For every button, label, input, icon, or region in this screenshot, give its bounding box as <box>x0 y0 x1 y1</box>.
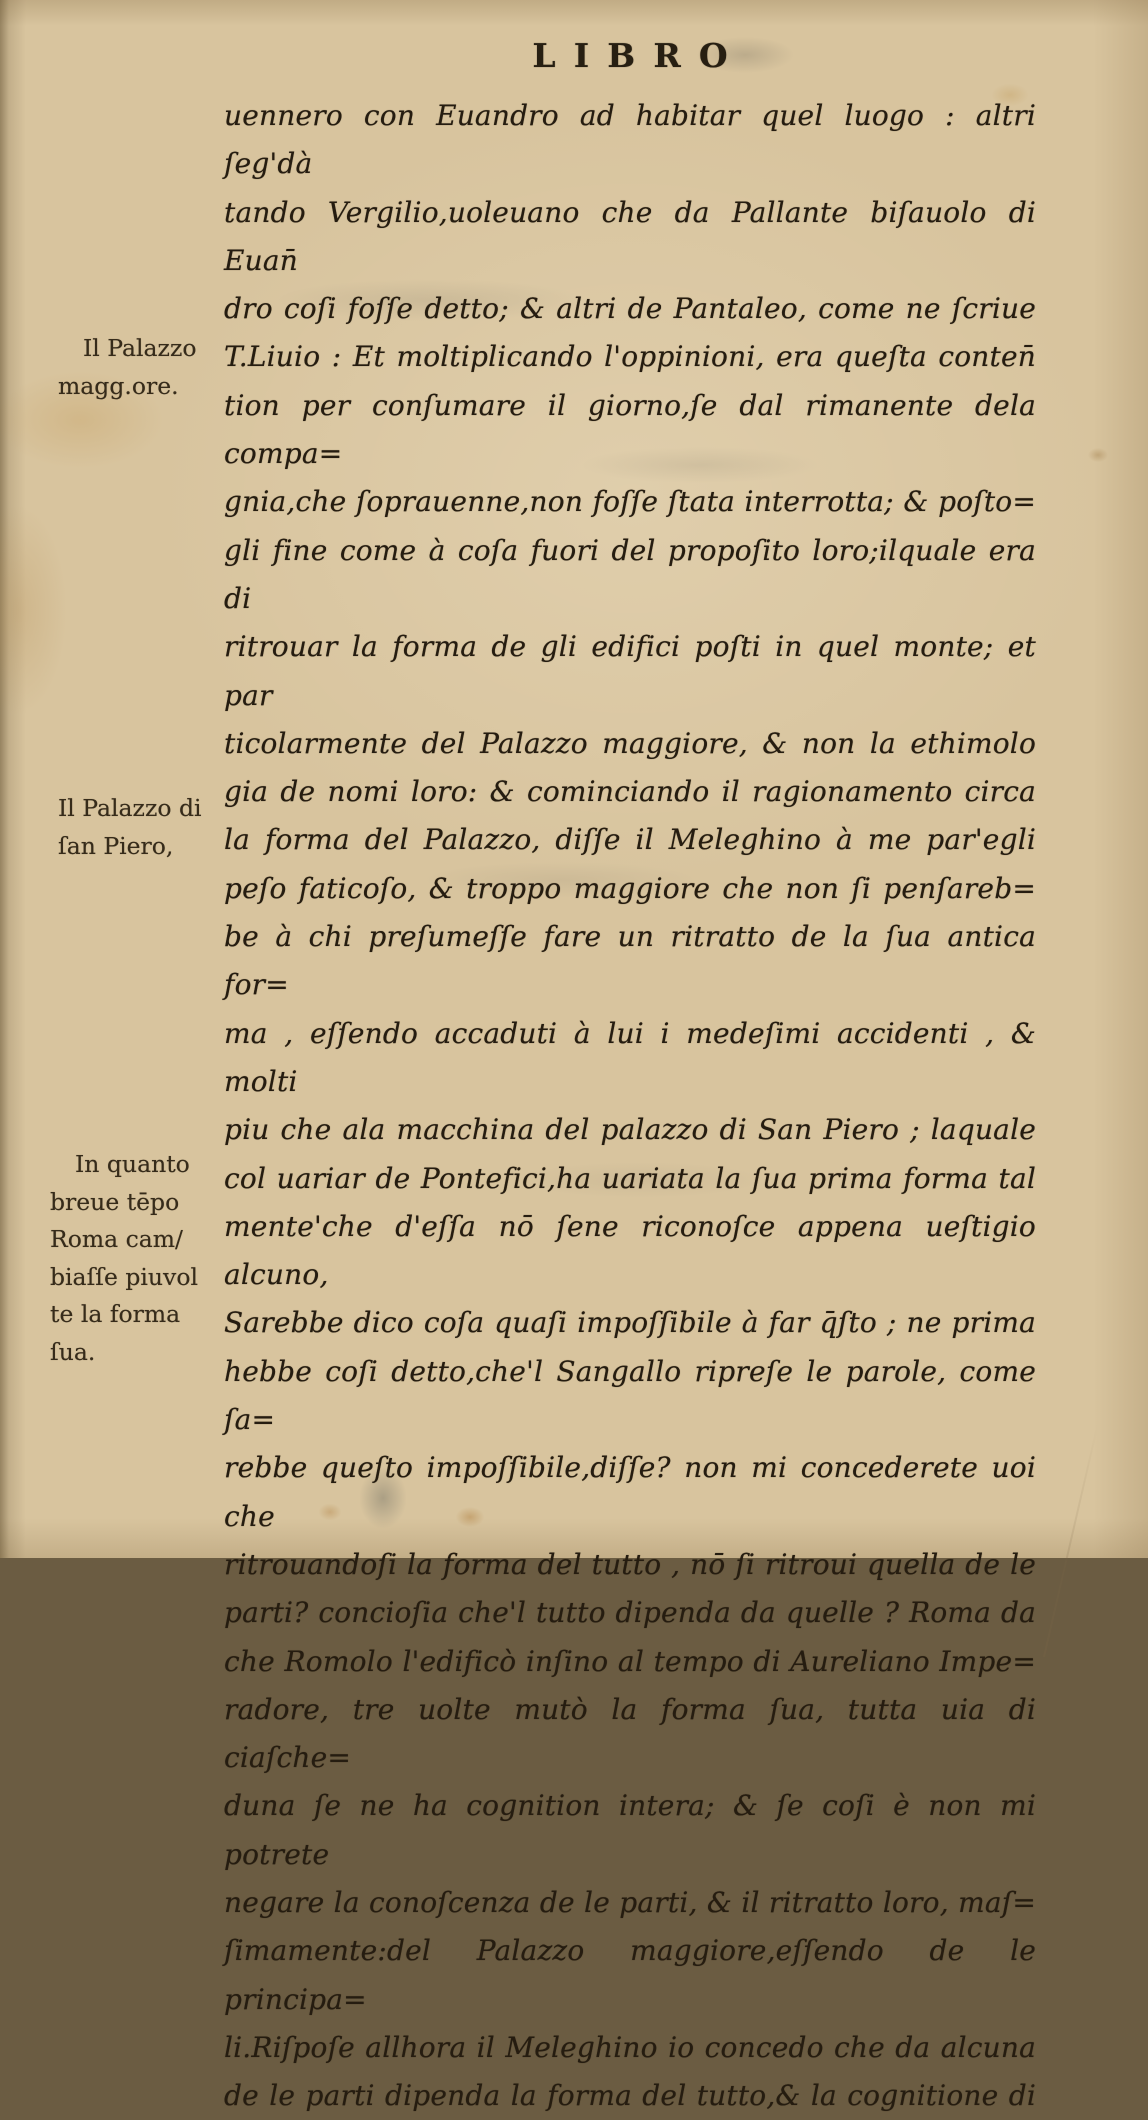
text-line: tando Vergilio,uoleuano che da Pallante biſauolo di Euan̄ <box>224 195 1036 277</box>
margin-note-line: biaſſe piuvol <box>50 1262 198 1291</box>
text-line: ma , eſſendo accaduti à lui i medeſimi accidenti , & molti <box>224 1016 1036 1098</box>
page-fold-crease <box>1043 1423 1099 1657</box>
margin-note-line: Roma cam/ <box>50 1225 183 1253</box>
margin-note-line: ſua. <box>50 1337 96 1366</box>
text-line: mente'che d'eſſa nō ſene riconoſce appena ueſtigio alcuno, <box>224 1209 1036 1292</box>
text-line: ritrouar la forma de gli edifici poſti in quel monte; et par <box>224 630 1036 712</box>
text-line: che Romolo l'edificò inſino al tempo di Aureliano Impe= <box>224 1644 1036 1678</box>
text-line: de le parti dipenda la forma del tutto,& la cognitione di <box>224 2079 1036 2113</box>
text-line: gnia,che ſoprauenne,non foſſe ſtata interrotta; & poſto= <box>224 485 1036 519</box>
margin-note-line: Il Palazzo di <box>58 794 202 822</box>
text-line: li.Riſpoſe allhora il Meleghino io concedo che da alcuna <box>224 2030 1036 2064</box>
text-line: negare la conoſcenza de le parti, & il ritratto loro, maſ= <box>224 1885 1036 1919</box>
text-line: gli fine come à coſa fuori del propoſito loro;ilquale era di <box>224 533 1036 615</box>
text-line: rebbe queſto impoſſibile,diſſe? non mi concederete uoi che <box>224 1451 1036 1533</box>
text-line: dro coſi foſſe detto; & altri de Pantaleo, come ne ſcriue <box>224 292 1036 326</box>
margin-note-line: ſan Piero, <box>58 831 174 860</box>
margin-note-palazzo-san-piero <box>58 790 238 865</box>
margin-note-line: In quanto <box>75 1150 190 1178</box>
text-line: tion per conſumare il giorno,ſe dal rimanente dela compa= <box>224 388 1036 471</box>
text-line: gia de nomi loro: & cominciando il ragionamento circa <box>224 775 1036 809</box>
text-line: uennero con Euandro ad habitar quel luogo : altri ſeg'dà <box>224 99 1036 181</box>
text-line: hebbe coſi detto,che'l Sangallo ripreſe le parole, come ſa= <box>224 1354 1036 1437</box>
margin-note-line: Il Palazzo <box>83 334 197 362</box>
margin-note-roma-forma <box>50 1146 225 1371</box>
running-header: LIBRO <box>532 36 746 75</box>
margin-note-line: breue tēpo <box>50 1187 180 1216</box>
text-line: duna ſe ne ha cognition intera; & ſe coſi è non mi potrete <box>224 1789 1036 1871</box>
text-line: be à chi preſumeſſe fare un ritratto de la ſua antica for= <box>224 920 1036 1002</box>
margin-note-line: te la forma <box>50 1300 181 1328</box>
text-line: piu che ala macchina del palazzo di San Piero ; laquale <box>224 1113 1036 1147</box>
text-line: T.Liuio : Et moltiplicando l'oppinioni, era queſta conten̄ <box>224 340 1036 374</box>
text-line: ticolarmente del Palazzo maggiore, & non la ethimolo <box>224 726 1036 760</box>
text-line: parti? concioſia che'l tutto dipenda da quelle ? Roma da <box>224 1596 1036 1630</box>
text-line: la forma del Palazzo, diſſe il Meleghino à me par'egli <box>224 823 1036 857</box>
text-line: ſimamente:del Palazzo maggiore,eſſendo de le principa= <box>224 1934 1036 2016</box>
margin-note-line: magg.ore. <box>58 371 179 400</box>
text-line: Sarebbe dico coſa quaſi impoſſibile à far q̄ſto ; ne prima <box>224 1306 1036 1340</box>
text-line: radore, tre uolte mutò la forma ſua, tutta uia di ciaſche= <box>224 1692 1036 1775</box>
margin-note-palazzo-maggiore <box>58 330 228 405</box>
text-line: peſo faticoſo, & troppo maggiore che non ſi penſareb= <box>224 871 1036 905</box>
text-line: col uariar de Pontefici,ha uariata la ſua prima forma tal <box>224 1161 1036 1195</box>
text-line: ritrouandoſi la forma del tutto , nō ſi ritroui quella de le <box>224 1547 1036 1581</box>
main-text <box>224 92 1036 2120</box>
